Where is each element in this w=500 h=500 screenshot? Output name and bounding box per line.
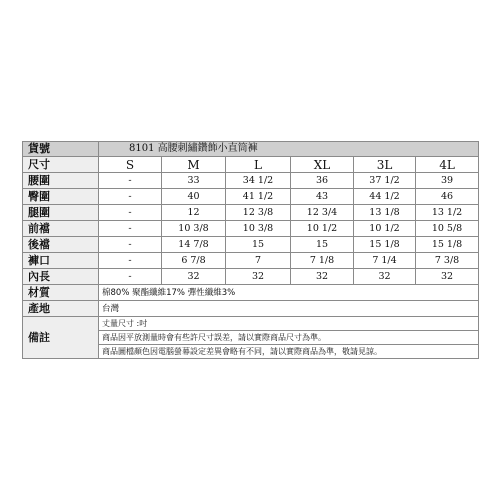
cell: 32 xyxy=(416,269,479,285)
cell: 10 3/8 xyxy=(162,221,226,237)
cell: - xyxy=(99,221,162,237)
notes-label: 備註 xyxy=(23,317,99,359)
cell: 44 1/2 xyxy=(354,189,416,205)
cell: 15 xyxy=(226,237,291,253)
row-label: 內長 xyxy=(23,269,99,285)
cell: 15 1/8 xyxy=(416,237,479,253)
size-chart xyxy=(22,141,478,359)
row-label: 臀圍 xyxy=(23,189,99,205)
notes-row xyxy=(23,317,479,359)
cell: 36 xyxy=(291,173,354,189)
size-label: 尺寸 xyxy=(23,157,99,173)
cell: 40 xyxy=(162,189,226,205)
table-row xyxy=(23,253,479,269)
size-header-row xyxy=(23,157,479,173)
product-header-row xyxy=(23,142,479,157)
cell: 34 1/2 xyxy=(226,173,291,189)
cell: 12 xyxy=(162,205,226,221)
cell: 32 xyxy=(354,269,416,285)
cell: - xyxy=(99,237,162,253)
table-row xyxy=(23,173,479,189)
row-label: 前襠 xyxy=(23,221,99,237)
material-row xyxy=(23,285,479,301)
cell: 15 1/8 xyxy=(354,237,416,253)
cell: 12 3/4 xyxy=(291,205,354,221)
origin-value: 台灣 xyxy=(99,301,479,317)
cell: 41 1/2 xyxy=(226,189,291,205)
table-row xyxy=(23,269,479,285)
cell: 13 1/8 xyxy=(354,205,416,221)
note-color: 商品圖檔顏色因電腦螢幕設定差異會略有不同，請以實際商品為準，敬請見諒。 xyxy=(102,347,382,356)
cell: 46 xyxy=(416,189,479,205)
table-row xyxy=(23,237,479,253)
note-unit: 丈量尺寸 :吋 xyxy=(99,317,478,331)
table-row xyxy=(23,205,479,221)
cell: 15 xyxy=(291,237,354,253)
size-l: L xyxy=(226,157,291,173)
size-m: M xyxy=(162,157,226,173)
table-row xyxy=(23,221,479,237)
row-label: 腰圍 xyxy=(23,173,99,189)
cell: - xyxy=(99,253,162,269)
row-label: 腿圍 xyxy=(23,205,99,221)
cell: 7 1/4 xyxy=(354,253,416,269)
table-row xyxy=(23,189,479,205)
cell: 12 3/8 xyxy=(226,205,291,221)
origin-label: 產地 xyxy=(23,301,99,317)
size-3l: 3L xyxy=(354,157,416,173)
notes-cell xyxy=(99,317,479,359)
cell: 7 3/8 xyxy=(416,253,479,269)
row-label: 褲口 xyxy=(23,253,99,269)
item-number-label: 貨號 xyxy=(23,142,99,157)
note-measurement: 商品因平放測量時會有些許尺寸誤差，請以實際商品尺寸為準。 xyxy=(99,331,478,345)
size-4l: 4L xyxy=(416,157,479,173)
cell: 6 7/8 xyxy=(162,253,226,269)
size-s: S xyxy=(99,157,162,173)
cell: 32 xyxy=(291,269,354,285)
material-label: 材質 xyxy=(23,285,99,301)
cell: - xyxy=(99,269,162,285)
size-xl: XL xyxy=(291,157,354,173)
cell: 13 1/2 xyxy=(416,205,479,221)
material-value: 棉80% 聚酯纖維17% 彈性纖維3% xyxy=(99,285,479,301)
cell: - xyxy=(99,205,162,221)
origin-row xyxy=(23,301,479,317)
cell: 43 xyxy=(291,189,354,205)
cell: 7 1/8 xyxy=(291,253,354,269)
cell: 7 xyxy=(226,253,291,269)
row-label: 後襠 xyxy=(23,237,99,253)
cell: - xyxy=(99,189,162,205)
cell: 10 1/2 xyxy=(354,221,416,237)
cell: 32 xyxy=(162,269,226,285)
cell: 14 7/8 xyxy=(162,237,226,253)
cell: 10 3/8 xyxy=(226,221,291,237)
cell: 33 xyxy=(162,173,226,189)
cell: 39 xyxy=(416,173,479,189)
cell: 32 xyxy=(226,269,291,285)
cell: 37 1/2 xyxy=(354,173,416,189)
cell: 10 5/8 xyxy=(416,221,479,237)
size-table xyxy=(22,141,479,359)
cell: - xyxy=(99,173,162,189)
product-title: 8101 高腰刺繡鑽飾小直筒褲 xyxy=(99,142,479,157)
cell: 10 1/2 xyxy=(291,221,354,237)
